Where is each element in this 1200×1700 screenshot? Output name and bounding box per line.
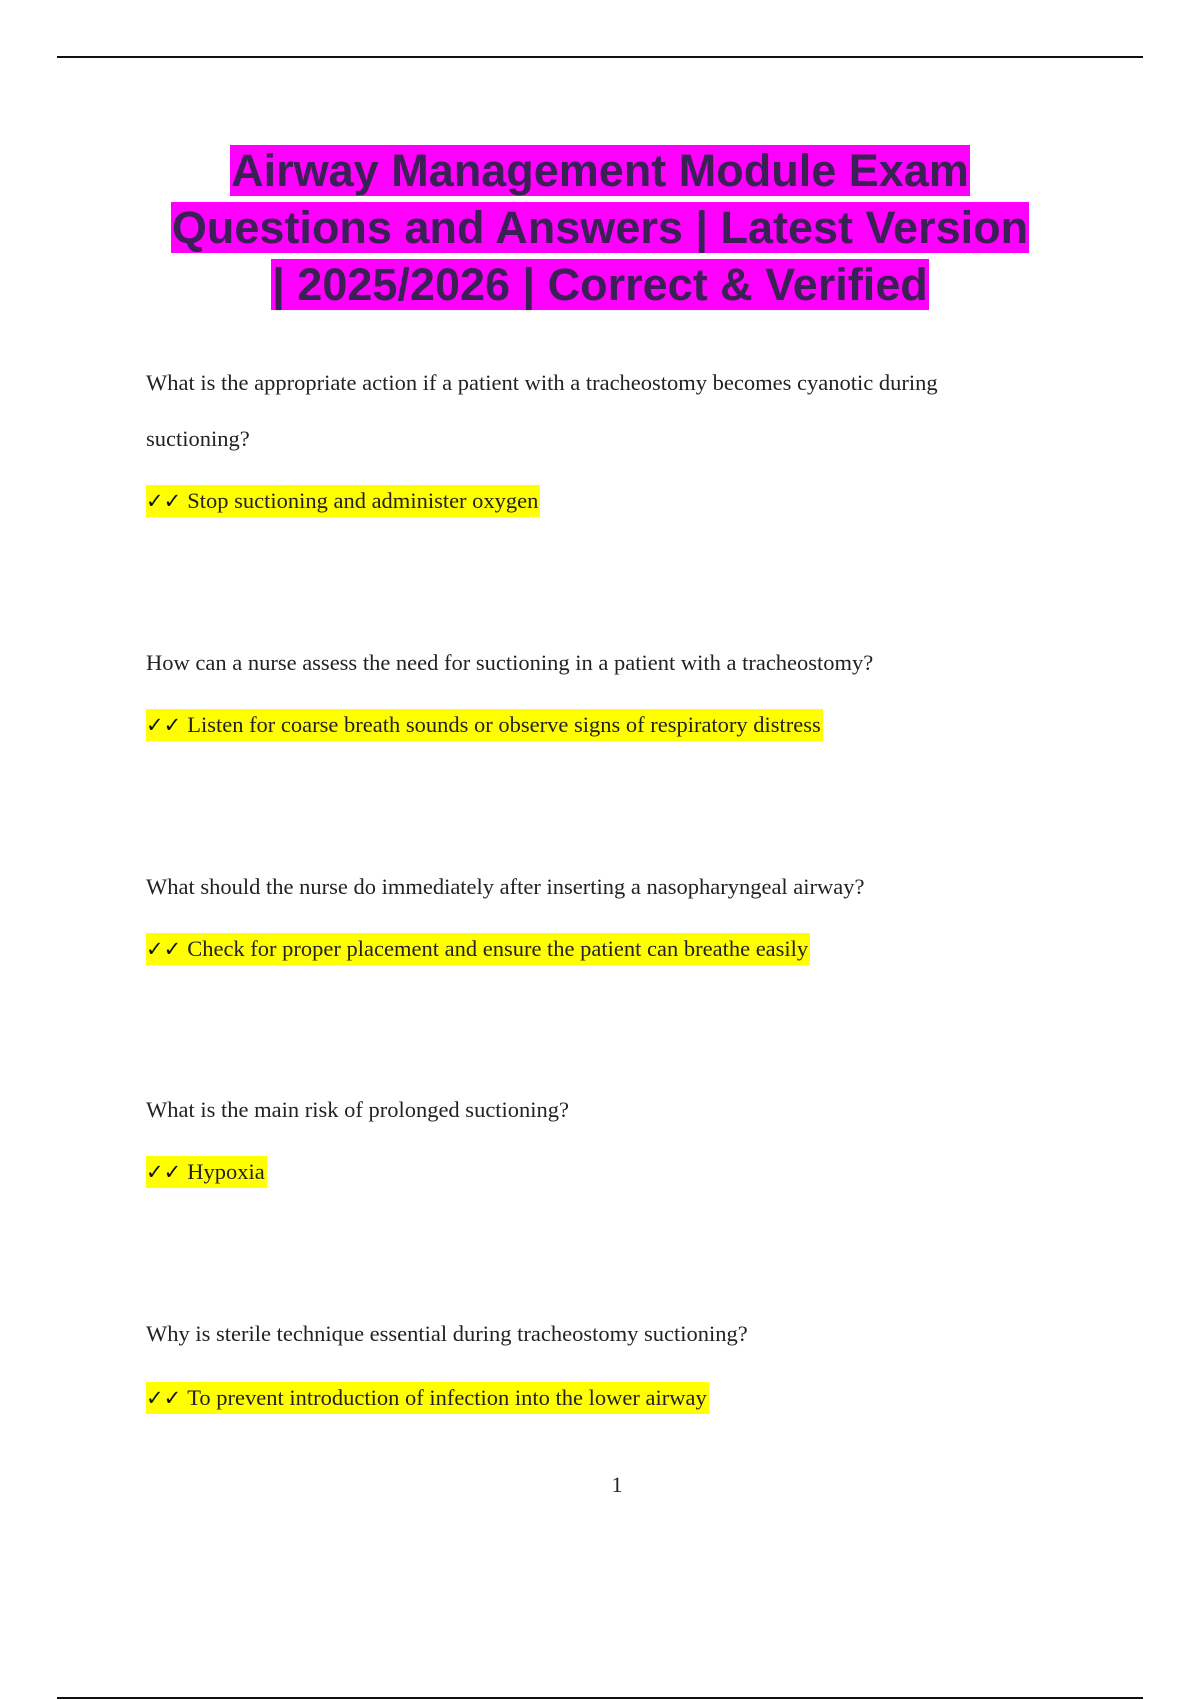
title-line-3: | 2025/2026 | Correct & Verified [272,259,928,310]
qa-item-2 [146,635,1046,741]
page-number: 1 [611,1472,623,1497]
answer-4-text: Hypoxia [187,1159,265,1184]
answer-2-text: Listen for coarse breath sounds or observe signs of respiratory distress [187,712,821,737]
answer-3-text: Check for proper placement and ensure the patient can breathe easily [187,936,809,961]
title-line-1: Airway Management Module Exam [231,145,969,196]
qa-item-5 [146,1306,1046,1414]
question-1: What is the appropriate action if a patient with a tracheostomy becomes cyanotic during suctioning? [146,370,938,451]
answer-5 [146,1382,709,1414]
document-title [100,142,1100,313]
answer-1 [146,485,540,517]
qa-item-4 [146,1082,1046,1188]
answer-5-text: To prevent introduction of infection into the lower airway [187,1385,707,1410]
question-2: How can a nurse assess the need for suctioning in a patient with a tracheostomy? [146,650,874,675]
check-mark-icon: ✓✓ [146,937,182,961]
answer-1-text: Stop suctioning and administer oxygen [187,488,539,513]
question-5: Why is sterile technique essential during tracheostomy suctioning? [146,1321,748,1346]
check-mark-icon: ✓✓ [146,489,182,513]
check-mark-icon: ✓✓ [146,1160,182,1184]
answer-2 [146,709,823,741]
question-4: What is the main risk of prolonged suctioning? [146,1097,570,1122]
check-mark-icon: ✓✓ [146,1386,182,1410]
header-rule [57,56,1143,58]
title-line-2: Questions and Answers | Latest Version [171,202,1029,253]
check-mark-icon: ✓✓ [146,713,182,737]
qa-item-1 [146,355,1046,517]
footer-rule [57,1697,1143,1699]
answer-3 [146,933,810,965]
qa-item-3 [146,859,1046,965]
question-3: What should the nurse do immediately after inserting a nasopharyngeal airway? [146,874,865,899]
answer-4 [146,1156,267,1188]
